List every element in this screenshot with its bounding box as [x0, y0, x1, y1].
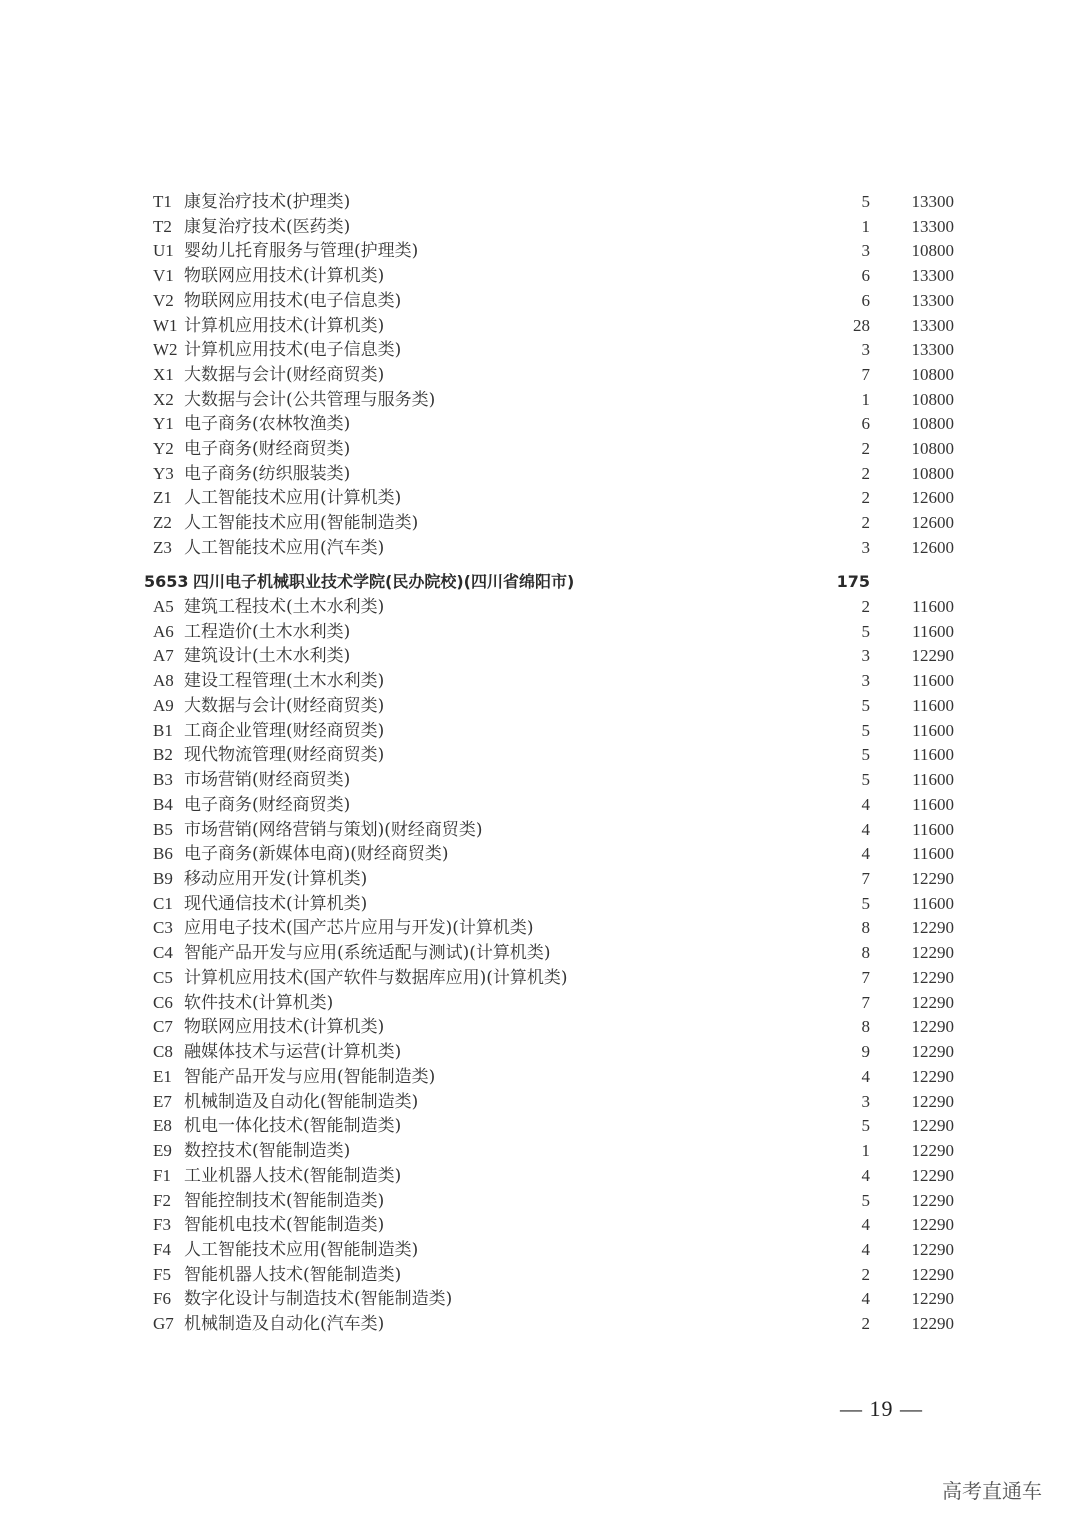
plan-count: 4 [861, 844, 870, 864]
table-row [0, 289, 1080, 313]
program-name: 建设工程管理(土木水利类) [184, 671, 385, 692]
table-row [0, 719, 1080, 743]
program-code: V2 [153, 290, 174, 310]
program-code: A8 [153, 671, 174, 691]
tuition-fee: 11600 [912, 819, 954, 839]
plan-count: 4 [861, 794, 870, 814]
program-code: C1 [153, 893, 173, 913]
program-code: B3 [153, 770, 173, 790]
program-name: 智能机器人技术(智能制造类) [184, 1264, 402, 1285]
table-row [0, 536, 1080, 560]
plan-count: 7 [861, 869, 870, 889]
plan-count: 2 [861, 488, 870, 508]
tuition-fee: 10800 [911, 463, 954, 483]
program-name: 康复治疗技术(护理类) [184, 192, 351, 212]
program-name: 电子商务(纺织服装类) [184, 463, 351, 484]
plan-count: 3 [861, 537, 870, 557]
table-row [0, 743, 1080, 767]
program-name: 物联网应用技术(电子信息类) [184, 290, 402, 311]
program-code: B1 [153, 720, 173, 740]
program-name: 数控技术(智能制造类) [184, 1141, 351, 1162]
tuition-fee: 12290 [911, 967, 954, 987]
table-row [0, 437, 1080, 461]
plan-count: 5 [861, 745, 870, 765]
program-name: 机电一体化技术(智能制造类) [184, 1116, 402, 1137]
table-row [0, 1139, 1080, 1163]
program-code: F1 [153, 1165, 171, 1185]
program-code: E8 [153, 1116, 172, 1136]
tuition-fee: 12290 [911, 1091, 954, 1111]
table-row [0, 867, 1080, 891]
tuition-fee: 12600 [911, 513, 954, 533]
tuition-fee: 12290 [911, 1289, 954, 1309]
tuition-fee: 12290 [911, 1314, 954, 1334]
plan-count: 2 [861, 1264, 870, 1284]
program-name: 机械制造及自动化(汽车类) [184, 1314, 385, 1335]
tuition-fee: 11600 [912, 844, 954, 864]
program-name: 移动应用开发(计算机类) [184, 869, 368, 890]
table-row [0, 1213, 1080, 1237]
program-name: 人工智能技术应用(计算机类) [184, 488, 402, 509]
plan-count: 1 [861, 389, 870, 409]
program-name: 建筑设计(土木水利类) [184, 646, 351, 667]
program-name: 电子商务(农林牧渔类) [184, 414, 351, 435]
school-header-row [0, 570, 1080, 594]
school-plan-total: 175 [836, 572, 870, 591]
tuition-fee: 12290 [911, 992, 954, 1012]
program-name: 智能控制技术(智能制造类) [184, 1190, 385, 1211]
tuition-fee: 12290 [911, 1264, 954, 1284]
table-row [0, 338, 1080, 362]
table-row [0, 412, 1080, 436]
table-row [0, 363, 1080, 387]
program-code: B5 [153, 819, 173, 839]
plan-count: 1 [861, 216, 870, 236]
tuition-fee: 11600 [912, 695, 954, 715]
program-code: X1 [153, 364, 174, 384]
program-name: 人工智能技术应用(智能制造类) [184, 1239, 419, 1260]
plan-count: 5 [861, 720, 870, 740]
program-code: Y1 [153, 414, 174, 434]
table-row [0, 966, 1080, 990]
plan-count: 3 [861, 646, 870, 666]
program-name: 市场营销(财经商贸类) [184, 770, 351, 791]
table-row [0, 1090, 1080, 1114]
tuition-fee: 10800 [911, 364, 954, 384]
plan-count: 2 [861, 1314, 870, 1334]
plan-count: 7 [861, 967, 870, 987]
tuition-fee: 10800 [911, 414, 954, 434]
plan-count: 3 [861, 340, 870, 360]
table-row [0, 215, 1080, 239]
table-row [0, 595, 1080, 619]
tuition-fee: 12290 [911, 1165, 954, 1185]
plan-count: 5 [861, 770, 870, 790]
program-code: Y3 [153, 463, 174, 483]
program-name: 物联网应用技术(计算机类) [184, 266, 385, 287]
program-name: 工商企业管理(财经商贸类) [184, 720, 385, 741]
program-code: F4 [153, 1239, 171, 1259]
plan-count: 6 [861, 290, 870, 310]
plan-count: 5 [861, 695, 870, 715]
plan-count: 2 [861, 463, 870, 483]
program-name: 智能机电技术(智能制造类) [184, 1215, 385, 1236]
plan-count: 5 [861, 621, 870, 641]
plan-count: 7 [861, 364, 870, 384]
tuition-fee: 12290 [911, 1042, 954, 1062]
plan-count: 4 [861, 1215, 870, 1235]
tuition-fee: 10800 [911, 439, 954, 458]
tuition-fee: 11600 [912, 745, 954, 765]
plan-count: 7 [861, 992, 870, 1012]
program-code: W1 [153, 315, 178, 335]
table-row [0, 1263, 1080, 1287]
program-code: C7 [153, 1017, 173, 1037]
program-code: A7 [153, 646, 174, 666]
program-code: E7 [153, 1091, 172, 1111]
program-code: B2 [153, 745, 173, 765]
tuition-fee: 11600 [912, 671, 954, 691]
table-row [0, 793, 1080, 817]
plan-count: 28 [853, 315, 870, 335]
program-name: 现代物流管理(财经商贸类) [184, 745, 385, 766]
table-row [0, 892, 1080, 916]
tuition-fee: 11600 [912, 893, 954, 913]
plan-count: 5 [861, 1116, 870, 1136]
program-code: X2 [153, 389, 174, 409]
program-code: B6 [153, 844, 173, 864]
program-code: C5 [153, 967, 173, 987]
program-name: 现代通信技术(计算机类) [184, 893, 368, 914]
program-name: 电子商务(财经商贸类) [184, 439, 351, 459]
plan-count: 8 [861, 1017, 870, 1037]
program-code: Z2 [153, 513, 172, 533]
tuition-fee: 13300 [911, 192, 954, 211]
table-row [0, 916, 1080, 940]
plan-count: 6 [861, 414, 870, 434]
table-row [0, 264, 1080, 288]
program-name: 市场营销(网络营销与策划)(财经商贸类) [184, 819, 483, 840]
program-name: 物联网应用技术(计算机类) [184, 1017, 385, 1038]
program-code: A6 [153, 621, 174, 641]
program-name: 工程造价(土木水利类) [184, 621, 351, 642]
program-code: C4 [153, 943, 173, 963]
plan-count: 3 [861, 671, 870, 691]
tuition-fee: 11600 [912, 621, 954, 641]
table-row [0, 462, 1080, 486]
tuition-fee: 12290 [911, 646, 954, 666]
tuition-fee: 12290 [911, 1141, 954, 1161]
program-code: E9 [153, 1141, 172, 1161]
program-name: 大数据与会计(财经商贸类) [184, 364, 385, 385]
tuition-fee: 12290 [911, 1190, 954, 1210]
plan-count: 6 [861, 266, 870, 286]
table-row [0, 818, 1080, 842]
program-name: 康复治疗技术(医药类) [184, 216, 351, 237]
plan-count: 2 [861, 597, 870, 616]
tuition-fee: 12290 [911, 943, 954, 963]
plan-count: 5 [861, 1190, 870, 1210]
tuition-fee: 13300 [911, 290, 954, 310]
table-row [0, 511, 1080, 535]
program-name: 智能产品开发与应用(智能制造类) [184, 1066, 436, 1087]
program-code: T2 [153, 216, 172, 236]
table-row [0, 842, 1080, 866]
table-row [0, 486, 1080, 510]
program-code: A9 [153, 695, 174, 715]
program-code: A5 [153, 597, 174, 616]
program-name: 人工智能技术应用(汽车类) [184, 537, 385, 558]
table-row [0, 1312, 1080, 1336]
school-name: 四川电子机械职业技术学院(民办院校)(四川省绵阳市) [193, 572, 575, 591]
program-code: T1 [153, 192, 172, 211]
tuition-fee: 10800 [911, 241, 954, 261]
table-row [0, 1040, 1080, 1064]
table-row [0, 941, 1080, 965]
program-name: 计算机应用技术(电子信息类) [184, 340, 402, 361]
tuition-fee: 11600 [912, 794, 954, 814]
tuition-fee: 12290 [911, 918, 954, 938]
program-name: 融媒体技术与运营(计算机类) [184, 1042, 402, 1063]
plan-count: 4 [861, 1239, 870, 1259]
program-name: 应用电子技术(国产芯片应用与开发)(计算机类) [184, 918, 534, 939]
plan-count: 3 [861, 241, 870, 261]
table-row [0, 694, 1080, 718]
table-row [0, 768, 1080, 792]
tuition-fee: 12290 [911, 1017, 954, 1037]
program-code: Z3 [153, 537, 172, 557]
tuition-fee: 11600 [912, 597, 954, 616]
tuition-fee: 12290 [911, 1239, 954, 1259]
program-name: 软件技术(计算机类) [184, 992, 334, 1013]
program-name: 电子商务(财经商贸类) [184, 794, 351, 815]
tuition-fee: 13300 [911, 315, 954, 335]
plan-count: 5 [861, 893, 870, 913]
program-name: 工业机器人技术(智能制造类) [184, 1165, 402, 1186]
program-code: F3 [153, 1215, 171, 1235]
table-row [0, 239, 1080, 263]
tuition-fee: 12290 [911, 1066, 954, 1086]
page-number: — 19 — [840, 1396, 923, 1421]
table-row [0, 314, 1080, 338]
table-row [0, 991, 1080, 1015]
plan-count: 4 [861, 819, 870, 839]
program-code: U1 [153, 241, 174, 261]
table-row [0, 388, 1080, 412]
program-code: F5 [153, 1264, 171, 1284]
program-code: Y2 [153, 439, 174, 458]
table-row [0, 1164, 1080, 1188]
table-row [0, 1189, 1080, 1213]
program-code: F2 [153, 1190, 171, 1210]
program-name: 大数据与会计(财经商贸类) [184, 695, 385, 716]
program-code: C3 [153, 918, 173, 938]
program-name: 婴幼儿托育服务与管理(护理类) [184, 241, 419, 262]
program-name: 电子商务(新媒体电商)(财经商贸类) [184, 844, 449, 865]
plan-count: 2 [861, 439, 870, 458]
program-name: 人工智能技术应用(智能制造类) [184, 513, 419, 534]
plan-count: 4 [861, 1165, 870, 1185]
program-code: G7 [153, 1314, 174, 1334]
tuition-fee: 12290 [911, 1116, 954, 1136]
program-code: V1 [153, 266, 174, 286]
program-code: C6 [153, 992, 173, 1012]
tuition-fee: 10800 [911, 389, 954, 409]
plan-count: 8 [861, 943, 870, 963]
plan-count: 4 [861, 1289, 870, 1309]
plan-count: 5 [861, 192, 870, 211]
program-name: 计算机应用技术(国产软件与数据库应用)(计算机类) [184, 967, 568, 988]
watermark-text: 高考直通车 [942, 1479, 1042, 1503]
table-row [0, 644, 1080, 668]
school-code: 5653 [144, 572, 189, 591]
table-row [0, 1015, 1080, 1039]
table-row [0, 620, 1080, 644]
tuition-fee: 12600 [911, 537, 954, 557]
plan-count: 3 [861, 1091, 870, 1111]
program-name: 计算机应用技术(计算机类) [184, 315, 385, 336]
program-code: E1 [153, 1066, 172, 1086]
plan-count: 9 [861, 1042, 870, 1062]
program-name: 大数据与会计(公共管理与服务类) [184, 389, 436, 410]
tuition-fee: 12290 [911, 1215, 954, 1235]
tuition-fee: 12600 [911, 488, 954, 508]
plan-count: 2 [861, 513, 870, 533]
table-row [0, 190, 1080, 214]
program-code: B4 [153, 794, 173, 814]
tuition-fee: 13300 [911, 216, 954, 236]
program-name: 数字化设计与制造技术(智能制造类) [184, 1289, 453, 1310]
program-name: 机械制造及自动化(智能制造类) [184, 1091, 419, 1112]
program-name: 建筑工程技术(土木水利类) [184, 597, 385, 617]
plan-count: 8 [861, 918, 870, 938]
table-row [0, 1114, 1080, 1138]
tuition-fee: 11600 [912, 720, 954, 740]
plan-count: 1 [861, 1141, 870, 1161]
table-row [0, 1287, 1080, 1311]
tuition-fee: 13300 [911, 340, 954, 360]
program-code: Z1 [153, 488, 172, 508]
program-code: F6 [153, 1289, 171, 1309]
plan-count: 4 [861, 1066, 870, 1086]
program-code: W2 [153, 340, 178, 360]
table-row [0, 1238, 1080, 1262]
program-code: C8 [153, 1042, 173, 1062]
tuition-fee: 13300 [911, 266, 954, 286]
program-name: 智能产品开发与应用(系统适配与测试)(计算机类) [184, 943, 551, 964]
program-code: B9 [153, 869, 173, 889]
table-row [0, 1065, 1080, 1089]
table-row [0, 669, 1080, 693]
tuition-fee: 11600 [912, 770, 954, 790]
tuition-fee: 12290 [911, 869, 954, 889]
